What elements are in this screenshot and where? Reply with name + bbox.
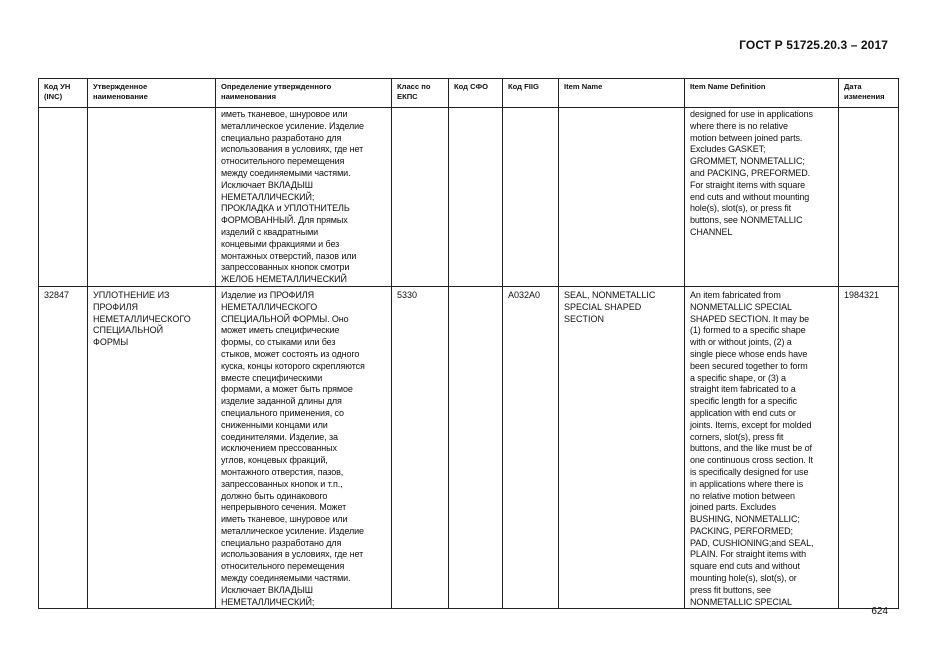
table-row — [39, 108, 899, 287]
cell-ekps-class — [392, 108, 449, 287]
cell-approved-name — [88, 108, 216, 287]
column-header-approved-name: Утвержденное наименование — [88, 79, 216, 108]
column-header-date: Дата изменения — [839, 79, 899, 108]
cell-fiig-code: A032A0 — [503, 286, 559, 609]
document-header: ГОСТ Р 51725.20.3 – 2017 — [739, 38, 888, 52]
cell-definition-ru: иметь тканевое, шнуровое или металлическое усиление. Изделие специально разработано для использования в условиях, где нет относительного перемещения между соединяемыми частями. Исключает ВКЛАДЫШ НЕМЕТАЛЛИЧЕСКИЙ; ПРОКЛАДКА и УПЛОТНИТЕЛЬ ФОРМОВАННЫЙ. Для прямых изделий с квадратными концевыми фракциями и без монтажных отверстий, пазов или запрессованных кнопок смотри ЖЕЛОБ НЕМЕТАЛЛИЧЕСКИЙ — [216, 108, 392, 287]
cell-definition-ru: Изделие из ПРОФИЛЯ НЕМЕТАЛЛИЧЕСКОГО СПЕЦИАЛЬНОЙ ФОРМЫ. Оно может иметь специфические формы, со стыками или без стыков, может состоять из одного куска, концы которого скрепляются вместе специфическими формами, а может быть прямое изделие заданной длины для специального применения, со сниженными концами или соединителями. Изделие, за исключением прессованных углов, концевых фракций, монтажного отверстия, пазов, запрессованных кнопок и т.п., должно быть одинакового непрерывного сечения. Может иметь тканевое, шнуровое или металлическое усиление. Изделие специально разработано для использования в условиях, где нет относительного перемещения между соединяемыми частями. Исключает ВКЛАДЫШ НЕМЕТАЛЛИЧЕСКИЙ; — [216, 286, 392, 609]
cell-definition-en: An item fabricated from NONMETALLIC SPECIAL SHAPED SECTION. It may be (1) formed to a specific shape with or without joints, (2) a single piece whose ends have been secured together to form a specific shape, or (3) a straight item fabricated to a specific length for a specific application with end cuts or joints. Items, except for molded corners, slot(s), press fit buttons, and the like must be of one continuous cross section. It is specifically designed for use in applications where there is no relative motion between joined parts. Excludes BUSHING, NONMETALLIC; PACKING, PERFORMED; PAD, CUSHIONING;and SEAL, PLAIN. For straight items with square end cuts and without mounting hole(s), slot(s), or press fit buttons, see NONMETALLIC SPECIAL — [685, 286, 839, 609]
cell-item-name — [559, 108, 685, 287]
cell-ekps-class: 5330 — [392, 286, 449, 609]
cell-fiig-code — [503, 108, 559, 287]
cell-item-name: SEAL, NONMETALLIC SPECIAL SHAPED SECTION — [559, 286, 685, 609]
table-header-row — [39, 79, 899, 108]
column-header-ekps-class: Класс по ЕКПС — [392, 79, 449, 108]
column-header-definition-en: Item Name Definition — [685, 79, 839, 108]
cell-sfo-code — [449, 286, 503, 609]
column-header-sfo-code: Код СФО — [449, 79, 503, 108]
cell-inc: 32847 — [39, 286, 88, 609]
column-header-item-name: Item Name — [559, 79, 685, 108]
cell-inc — [39, 108, 88, 287]
cell-date: 1984321 — [839, 286, 899, 609]
column-header-definition-ru: Определение утвержденного наименования — [216, 79, 392, 108]
cell-date — [839, 108, 899, 287]
classification-table — [38, 78, 899, 609]
table-row — [39, 286, 899, 609]
page-number: 624 — [871, 606, 888, 617]
cell-approved-name: УПЛОТНЕНИЕ ИЗ ПРОФИЛЯ НЕМЕТАЛЛИЧЕСКОГО СПЕЦИАЛЬНОЙ ФОРМЫ — [88, 286, 216, 609]
cell-definition-en: designed for use in applications where there is no relative motion between joined parts. Excludes GASKET; GROMMET, NONMETALLIC; and PACKING, PREFORMED. For straight items with square end cuts and without mounting hole(s), slot(s), or press fit buttons, see NONMETALLIC CHANNEL — [685, 108, 839, 287]
cell-sfo-code — [449, 108, 503, 287]
column-header-inc: Код УН (INC) — [39, 79, 88, 108]
column-header-fiig-code: Код FIIG — [503, 79, 559, 108]
